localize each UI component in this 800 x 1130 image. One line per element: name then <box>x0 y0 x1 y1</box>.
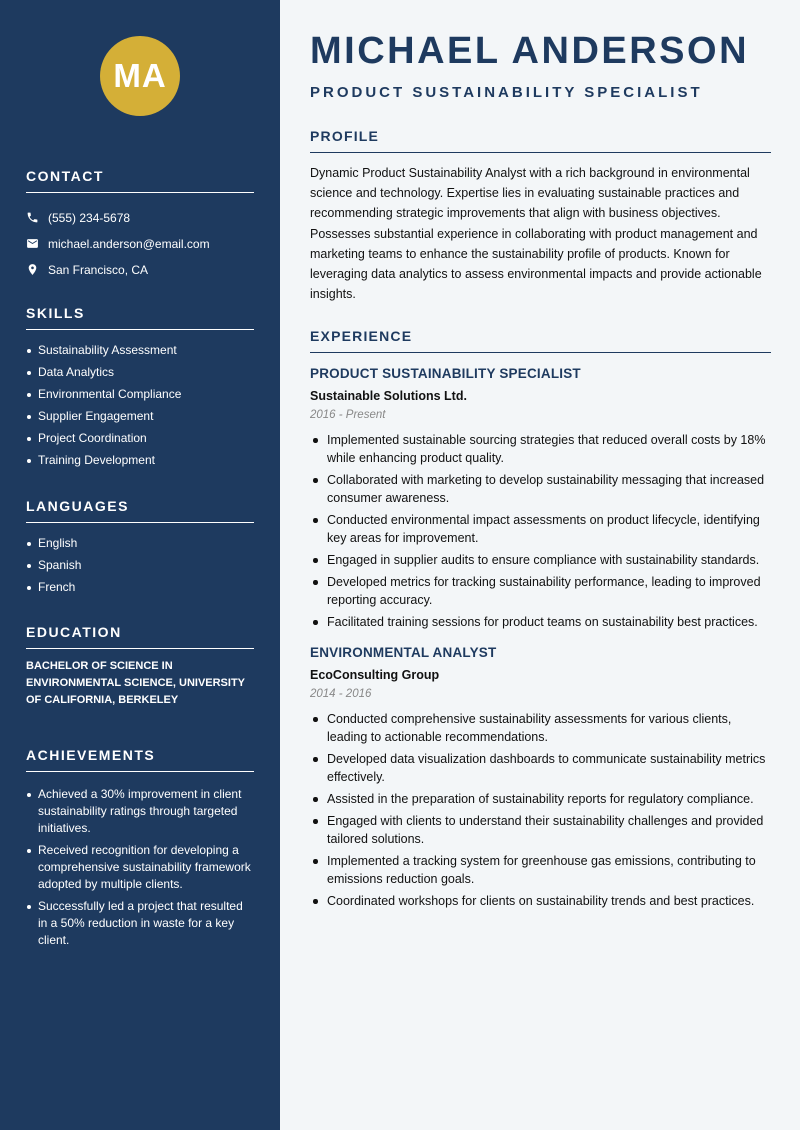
achievement-item: Achieved a 30% improvement in client sustainability ratings through targeted initiatives. <box>26 786 254 837</box>
achievements-section <box>26 747 254 954</box>
contact-email <box>26 231 254 257</box>
skills-list <box>26 342 254 469</box>
languages-section <box>26 498 254 601</box>
phone-icon <box>26 211 40 225</box>
profile-heading: PROFILE <box>310 128 771 153</box>
job-bullet: Engaged in supplier audits to ensure compliance with sustainability standards. <box>310 551 771 569</box>
skills-section <box>26 305 254 474</box>
job-bullet: Coordinated workshops for clients on sustainability trends and best practices. <box>310 892 771 910</box>
avatar: MA <box>100 36 180 116</box>
job-bullet: Implemented a tracking system for greenhouse gas emissions, contributing to emissions reduction goals. <box>310 852 771 888</box>
job-entry-2 <box>310 645 771 910</box>
job-dates: 2014 - 2016 <box>310 688 372 700</box>
achievement-item: Successfully led a project that resulted in a 50% reduction in waste for a key client. <box>26 898 254 949</box>
contact-heading: CONTACT <box>26 168 254 193</box>
education-degree: BACHELOR OF SCIENCE IN ENVIRONMENTAL SCIENCE, UNIVERSITY OF CALIFORNIA, BERKELEY <box>26 660 245 706</box>
profile-section <box>310 128 771 304</box>
job-bullet: Implemented sustainable sourcing strategies that reduced overall costs by 18% while enhancing product quality. <box>310 431 771 467</box>
contact-location <box>26 257 254 283</box>
skill-item: Supplier Engagement <box>26 408 254 425</box>
job-title: ENVIRONMENTAL ANALYST <box>310 645 497 660</box>
contact-section <box>26 168 254 283</box>
sidebar <box>0 0 280 1130</box>
languages-heading: LANGUAGES <box>26 498 254 523</box>
language-item: French <box>26 579 254 596</box>
job-dates: 2016 - Present <box>310 409 386 421</box>
candidate-title: PRODUCT SUSTAINABILITY SPECIALIST <box>310 84 703 101</box>
skill-item: Environmental Compliance <box>26 386 254 403</box>
contact-list <box>26 205 254 283</box>
profile-text: Dynamic Product Sustainability Analyst with a rich background in environmental science and technology. Expertise lies in evaluating sustainable practices and recommending strategic improvements that align with business objectives. Possesses substantial experience in collaborating with product management and marketing teams to enhance the sustainability profile of products. Known for leveraging data analytics to assess environmental impacts and provide actionable insights. <box>310 166 762 302</box>
skill-item: Project Coordination <box>26 430 254 447</box>
email-text: michael.anderson@email.com <box>48 237 210 251</box>
job-bullets <box>310 431 771 631</box>
education-heading: EDUCATION <box>26 624 254 649</box>
language-item: English <box>26 535 254 552</box>
languages-list <box>26 535 254 596</box>
achievements-list <box>26 786 254 949</box>
contact-phone <box>26 205 254 231</box>
job-bullet: Conducted environmental impact assessments on product lifecycle, identifying key areas for improvement. <box>310 511 771 547</box>
phone-text: (555) 234-5678 <box>48 211 131 225</box>
skill-item: Training Development <box>26 452 254 469</box>
job-company: Sustainable Solutions Ltd. <box>310 389 467 403</box>
candidate-name: MICHAEL ANDERSON <box>310 30 750 72</box>
achievement-item: Received recognition for developing a comprehensive sustainability framework adopted by multiple clients. <box>26 842 254 893</box>
skills-heading: SKILLS <box>26 305 254 330</box>
job-bullet: Developed metrics for tracking sustainability performance, leading to improved reporting accuracy. <box>310 573 771 609</box>
education-section <box>26 624 254 709</box>
experience-section <box>310 328 771 914</box>
job-bullet: Assisted in the preparation of sustainability reports for regulatory compliance. <box>310 790 771 808</box>
skill-item: Data Analytics <box>26 364 254 381</box>
email-icon <box>26 237 40 251</box>
job-title: PRODUCT SUSTAINABILITY SPECIALIST <box>310 366 581 381</box>
location-pin-icon <box>26 263 40 277</box>
job-bullets <box>310 710 771 910</box>
job-entry-1 <box>310 366 771 631</box>
experience-heading: EXPERIENCE <box>310 328 771 353</box>
language-item: Spanish <box>26 557 254 574</box>
job-company: EcoConsulting Group <box>310 668 440 682</box>
job-bullet: Conducted comprehensive sustainability assessments for various clients, leading to actionable recommendations. <box>310 710 771 746</box>
skill-item: Sustainability Assessment <box>26 342 254 359</box>
job-bullet: Developed data visualization dashboards to communicate sustainability metrics effectively. <box>310 750 771 786</box>
job-bullet: Engaged with clients to understand their sustainability challenges and provided tailored solutions. <box>310 812 771 848</box>
job-bullet: Collaborated with marketing to develop sustainability messaging that increased consumer awareness. <box>310 471 771 507</box>
job-bullet: Facilitated training sessions for product teams on sustainability best practices. <box>310 613 771 631</box>
achievements-heading: ACHIEVEMENTS <box>26 747 254 772</box>
location-text: San Francisco, CA <box>48 263 149 277</box>
